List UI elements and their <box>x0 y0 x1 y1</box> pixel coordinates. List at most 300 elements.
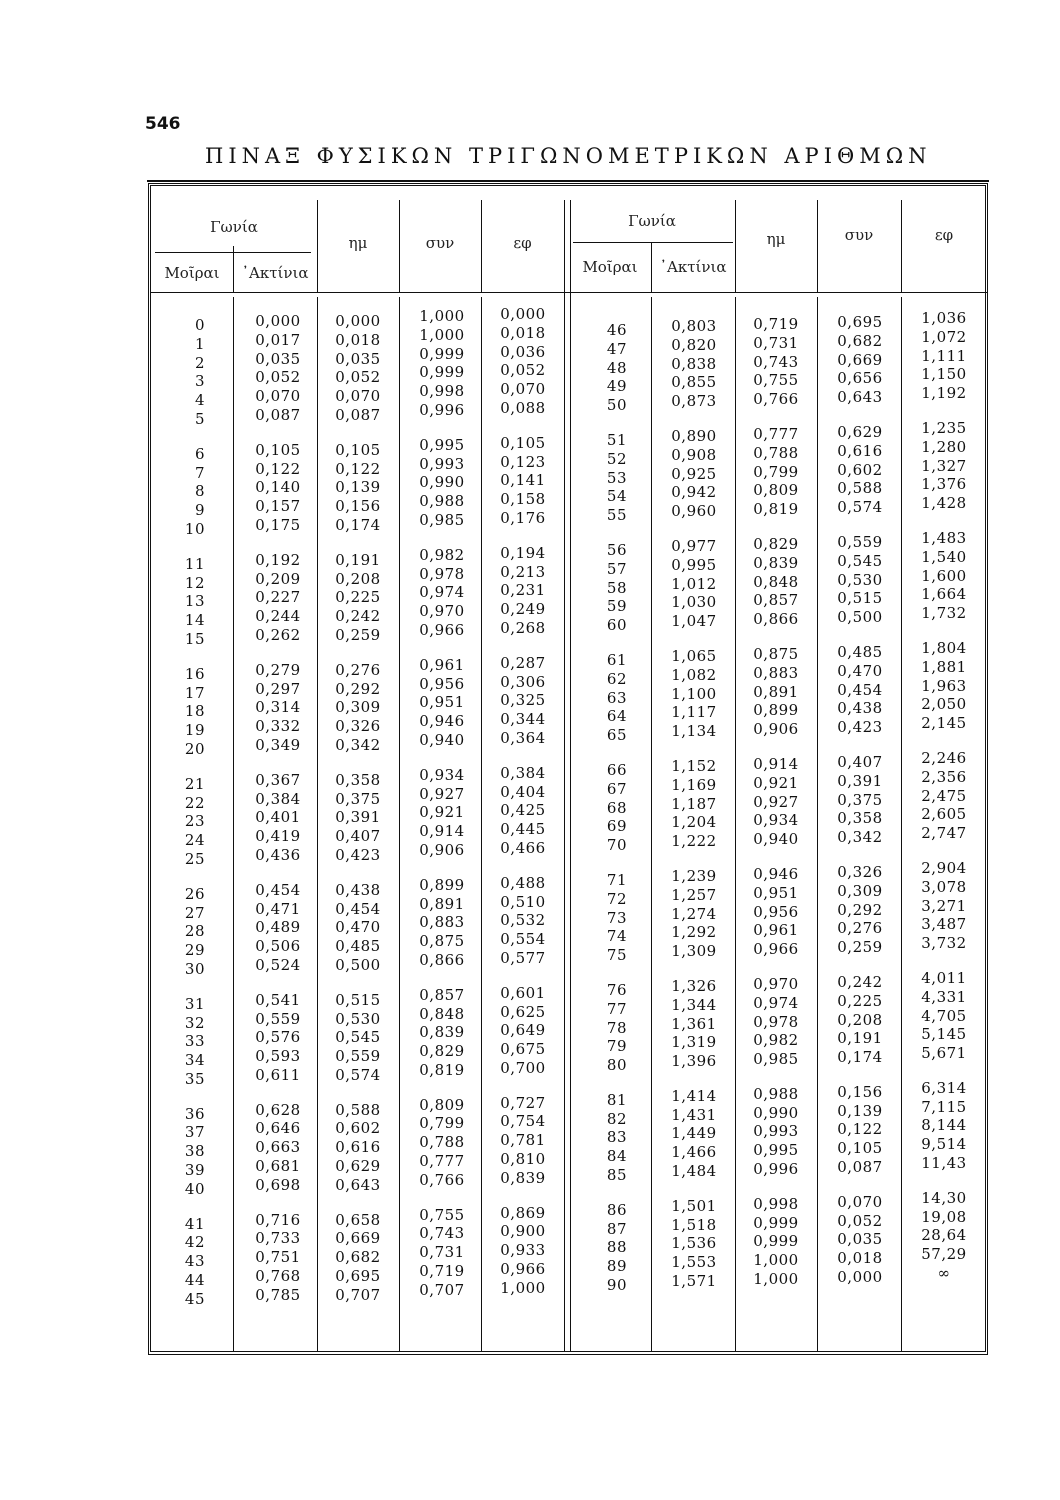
row-group <box>819 533 901 627</box>
table-cell: 1,047 <box>671 612 717 631</box>
table-cell: 0,259 <box>837 938 883 957</box>
table-cell: 1,192 <box>921 384 967 403</box>
table-cell: 0 <box>194 316 205 334</box>
table-cell: 59 <box>606 597 627 616</box>
table-cell: 0,809 <box>753 481 799 500</box>
table-cell: 0,998 <box>419 382 465 401</box>
table-cell: 48 <box>606 358 627 377</box>
row-group <box>903 1189 985 1283</box>
row-group <box>735 535 817 629</box>
table-cell: 0,326 <box>335 717 381 736</box>
row-group <box>317 771 399 865</box>
table-cell: 0,966 <box>419 620 465 639</box>
table-cell: 1,000 <box>753 1270 799 1289</box>
table-cell: 0,819 <box>753 500 799 519</box>
table-cell: 9 <box>194 501 205 520</box>
table-cell: 2 <box>194 353 205 372</box>
row-group <box>653 1197 735 1291</box>
table-cell: 0,669 <box>335 1229 381 1248</box>
table-cell: 0,970 <box>753 974 799 993</box>
table-cell: 81 <box>606 1090 627 1109</box>
table-cell: 1 <box>194 334 205 353</box>
table-body-right <box>569 297 987 1351</box>
row-group <box>401 546 483 640</box>
table-cell: 54 <box>606 487 627 506</box>
table-cell: 0,123 <box>500 452 546 471</box>
table-cell: 0,438 <box>335 880 381 899</box>
header-cos: συν <box>844 226 874 244</box>
table-cell: 72 <box>606 889 627 908</box>
table-cell: 32 <box>184 1013 205 1032</box>
table-cell: 0,489 <box>255 918 301 937</box>
table-cell: 6 <box>194 444 205 463</box>
table-cell: 19,08 <box>921 1207 967 1226</box>
table-cell: 0,755 <box>753 371 799 390</box>
table-cell: 42 <box>184 1233 205 1252</box>
table-cell: 0,996 <box>419 400 465 419</box>
table-cell: 14,30 <box>921 1188 967 1207</box>
table-cell: 0,990 <box>753 1103 799 1122</box>
table-cell: 0,530 <box>837 570 883 589</box>
table-cell: 0,857 <box>753 591 799 610</box>
table-cell: 0,588 <box>837 479 883 498</box>
page-number: 546 <box>145 114 181 134</box>
row-group <box>481 544 565 638</box>
table-cell: 64 <box>606 707 627 726</box>
table-cell: 12 <box>184 573 205 592</box>
table-cell: 1,111 <box>921 346 967 365</box>
table-cell: 0,176 <box>500 508 546 527</box>
row-group <box>317 551 399 645</box>
table-cell: 0,616 <box>335 1138 381 1157</box>
table-cell: 30 <box>184 959 205 978</box>
table-cell: 0,156 <box>837 1082 883 1101</box>
table-cell: 0,194 <box>500 543 546 562</box>
table-cell: 0,698 <box>255 1175 301 1194</box>
table-cell: 89 <box>606 1257 627 1276</box>
table-cell: 0,438 <box>837 699 883 718</box>
table-cell: 0,658 <box>335 1210 381 1229</box>
table-cell: 0,777 <box>419 1152 465 1171</box>
table-cell: 0,364 <box>500 728 546 747</box>
table-cell: 1,483 <box>921 528 967 547</box>
table-cell: 1,082 <box>671 665 717 684</box>
table-cell: 62 <box>606 669 627 688</box>
table-cell: 1,235 <box>921 418 967 437</box>
table-cell: 1,431 <box>671 1105 717 1124</box>
table-cell: 0,367 <box>255 770 301 789</box>
table-cell: 1,187 <box>671 794 717 813</box>
table-cell: 1,466 <box>671 1143 717 1162</box>
table-cell: 0,000 <box>255 312 301 330</box>
table-cell: 0,500 <box>335 955 381 974</box>
table-cell: 70 <box>606 836 627 855</box>
row-group <box>819 863 901 957</box>
table-cell: 0,978 <box>753 1012 799 1031</box>
table-cell: 0,719 <box>753 315 799 333</box>
table-cell: 41 <box>184 1214 205 1233</box>
table-body-left <box>151 297 569 1351</box>
row-group <box>317 991 399 1085</box>
table-cell: 7,115 <box>921 1097 967 1116</box>
table-cell: 3 <box>194 372 205 391</box>
table-cell: 28 <box>184 922 205 941</box>
table-cell: 9,514 <box>921 1135 967 1154</box>
table-cell: 20 <box>184 739 205 758</box>
table-cell: 0,940 <box>753 830 799 849</box>
table-cell: 0,530 <box>335 1009 381 1028</box>
table-cell: 0,087 <box>255 405 301 424</box>
table-cell: 0,755 <box>419 1205 465 1224</box>
table-cell: 47 <box>606 339 627 358</box>
row-group <box>819 753 901 847</box>
table-cell: 11,43 <box>921 1154 967 1173</box>
table-cell: 0,156 <box>335 497 381 516</box>
row-group <box>151 555 205 649</box>
table-cell: 31 <box>184 994 205 1013</box>
table-cell: 0,799 <box>419 1114 465 1133</box>
table-cell: 38 <box>184 1142 205 1161</box>
row-group <box>481 434 565 528</box>
table-cell: 0,436 <box>255 845 301 864</box>
table-cell: ∞ <box>937 1264 951 1283</box>
table-cell: 0,036 <box>500 342 546 361</box>
table-cell: 0,643 <box>335 1175 381 1194</box>
row-group <box>903 969 985 1063</box>
table-cell: 0,470 <box>837 661 883 680</box>
table-cell: 0,663 <box>255 1138 301 1157</box>
table-cell: 0,105 <box>255 440 301 459</box>
table-cell: 0,122 <box>837 1120 883 1139</box>
table-cell: 87 <box>606 1219 627 1238</box>
table-cell: 0,000 <box>837 1268 883 1287</box>
header-radians: ᾽Ακτίνια <box>241 264 309 282</box>
header-tan: εφ <box>934 226 954 244</box>
table-cell: 71 <box>606 870 627 889</box>
table-cell: 0,314 <box>255 698 301 717</box>
table-cell: 1,274 <box>671 904 717 923</box>
row-group <box>151 665 205 759</box>
table-cell: 0,485 <box>837 642 883 661</box>
table-cell: 1,319 <box>671 1033 717 1052</box>
table-right-half <box>569 200 987 1351</box>
row-group <box>481 654 565 748</box>
table-cell: 0,018 <box>837 1249 883 1268</box>
table-cell: 0,899 <box>753 701 799 720</box>
table-cell: 58 <box>606 578 627 597</box>
header-degrees: Μοῖραι <box>582 258 638 276</box>
table-cell: 0,342 <box>837 828 883 847</box>
table-cell: 86 <box>606 1200 627 1219</box>
table-cell: 0,925 <box>671 464 717 483</box>
table-cell: 0,766 <box>419 1170 465 1189</box>
table-cell: 4,705 <box>921 1006 967 1025</box>
table-cell: 0,751 <box>255 1248 301 1267</box>
table-cell: 0,839 <box>419 1023 465 1042</box>
table-cell: 2,246 <box>921 748 967 767</box>
table-cell: 0,105 <box>837 1139 883 1158</box>
table-cell: 0,384 <box>500 763 546 782</box>
table-cell: 0,700 <box>500 1058 546 1077</box>
row-group <box>481 874 565 968</box>
table-cell: 1,449 <box>671 1124 717 1143</box>
table-cell: 27 <box>184 903 205 922</box>
table-cell: 0,577 <box>500 948 546 967</box>
table-cell: 18 <box>184 702 205 721</box>
table-cell: 0,391 <box>335 808 381 827</box>
table-cell: 69 <box>606 817 627 836</box>
table-cell: 0,000 <box>335 312 381 330</box>
table-cell: 0,961 <box>753 921 799 940</box>
table-cell: 6,314 <box>921 1078 967 1097</box>
table-cell: 1,484 <box>671 1162 717 1181</box>
table-cell: 0,141 <box>500 471 546 490</box>
row-group <box>903 859 985 953</box>
table-cell: 5,145 <box>921 1025 967 1044</box>
table-cell: 0,349 <box>255 735 301 754</box>
table-cell: 0,070 <box>500 380 546 399</box>
row-group <box>569 1091 627 1185</box>
table-cell: 83 <box>606 1128 627 1147</box>
table-cell: 1,222 <box>671 832 717 851</box>
row-group <box>151 445 205 539</box>
row-group <box>903 749 985 843</box>
table-cell: 1,150 <box>921 365 967 384</box>
table-cell: 67 <box>606 779 627 798</box>
table-cell: 0,733 <box>255 1229 301 1248</box>
table-cell: 0,158 <box>500 490 546 509</box>
table-cell: 1,072 <box>921 327 967 346</box>
row-group <box>569 431 627 525</box>
table-cell: 0,375 <box>335 789 381 808</box>
table-cell: 0,921 <box>753 773 799 792</box>
table-cell: 13 <box>184 592 205 611</box>
table-cell: 0,914 <box>419 822 465 841</box>
table-cell: 0,993 <box>753 1122 799 1141</box>
table-cell: 1,553 <box>671 1253 717 1272</box>
table-cell: 1,134 <box>671 722 717 741</box>
row-group <box>569 541 627 635</box>
table-cell: 0,848 <box>419 1004 465 1023</box>
table-cell: 0,908 <box>671 445 717 464</box>
table-cell: 0,242 <box>837 972 883 991</box>
table-cell: 0,978 <box>419 564 465 583</box>
table-cell: 0,995 <box>419 435 465 454</box>
table-cell: 0,999 <box>419 363 465 382</box>
table-cell: 0,602 <box>335 1119 381 1138</box>
table-cell: 0,524 <box>255 955 301 974</box>
row-group <box>317 441 399 535</box>
row-group <box>401 876 483 970</box>
table-cell: 0,883 <box>753 663 799 682</box>
table-cell: 3,271 <box>921 896 967 915</box>
table-cell: 65 <box>606 726 627 745</box>
table-cell: 4 <box>194 391 205 410</box>
table-cell: 0,157 <box>255 497 301 516</box>
table-cell: 66 <box>606 760 627 779</box>
table-cell: 28,64 <box>921 1226 967 1245</box>
row-group <box>237 661 319 755</box>
row-group <box>819 973 901 1067</box>
table-cell: 56 <box>606 540 627 559</box>
table-cell: 0,611 <box>255 1065 301 1084</box>
table-cell: 0,927 <box>753 792 799 811</box>
table-cell: 0,326 <box>837 862 883 881</box>
row-group <box>903 419 985 513</box>
table-cell: 0,227 <box>255 588 301 607</box>
table-cell: 0,175 <box>255 515 301 534</box>
table-header-right <box>569 200 987 293</box>
table-cell: 0,999 <box>753 1232 799 1251</box>
row-group <box>653 867 735 961</box>
row-group <box>569 761 627 855</box>
table-cell: 0,332 <box>255 717 301 736</box>
table-cell: 84 <box>606 1147 627 1166</box>
table-cell: 0,070 <box>255 387 301 406</box>
table-cell: 35 <box>184 1069 205 1088</box>
row-group <box>401 436 483 530</box>
table-cell: 1,000 <box>419 307 465 325</box>
table-cell: 0,225 <box>335 588 381 607</box>
table-cell: 0,244 <box>255 607 301 626</box>
table-cell: 88 <box>606 1238 627 1257</box>
table-cell: 0,934 <box>753 811 799 830</box>
row-group <box>903 309 985 403</box>
table-cell: 0,960 <box>671 502 717 521</box>
table-cell: 1,280 <box>921 437 967 456</box>
table-cell: 0,052 <box>255 368 301 387</box>
table-cell: 1,963 <box>921 676 967 695</box>
table-cell: 0,675 <box>500 1040 546 1059</box>
table-cell: 14 <box>184 611 205 630</box>
table-cell: 0,052 <box>500 361 546 380</box>
table-cell: 0,423 <box>837 718 883 737</box>
table-cell: 0,875 <box>419 932 465 951</box>
table-cell: 0,977 <box>671 536 717 555</box>
row-group <box>903 529 985 623</box>
row-group <box>401 1096 483 1190</box>
table-cell: 0,785 <box>255 1285 301 1304</box>
table-cell: 33 <box>184 1032 205 1051</box>
table-cell: 1,327 <box>921 456 967 475</box>
table-cell: 29 <box>184 941 205 960</box>
header-radians: ᾽Ακτίνια <box>659 258 727 276</box>
table-cell: 1,100 <box>671 684 717 703</box>
row-group <box>237 441 319 535</box>
table-cell: 0,643 <box>837 388 883 407</box>
row-group <box>151 316 205 429</box>
table-cell: 0,122 <box>255 459 301 478</box>
table-cell: 1,152 <box>671 756 717 775</box>
table-cell: 0,875 <box>753 644 799 663</box>
table-cell: 1,030 <box>671 593 717 612</box>
table-cell: 0,454 <box>255 880 301 899</box>
table-cell: 1,571 <box>671 1272 717 1291</box>
header-tan: εφ <box>513 234 532 252</box>
table-cell: 34 <box>184 1051 205 1070</box>
trig-table <box>148 183 988 1355</box>
row-group <box>735 1085 817 1179</box>
table-cell: 3,078 <box>921 877 967 896</box>
row-group <box>151 995 205 1089</box>
table-cell: 5 <box>194 409 205 428</box>
row-group <box>401 307 483 420</box>
row-group <box>903 1079 985 1173</box>
table-cell: 0,209 <box>255 569 301 588</box>
column-cos-left <box>401 307 483 1316</box>
table-cell: 0,707 <box>335 1285 381 1304</box>
table-cell: 0,682 <box>837 331 883 350</box>
table-cell: 1,117 <box>671 703 717 722</box>
table-cell: 0,921 <box>419 803 465 822</box>
table-cell: 78 <box>606 1018 627 1037</box>
table-cell: 44 <box>184 1271 205 1290</box>
table-cell: 1,000 <box>753 1251 799 1270</box>
table-cell: 0,242 <box>335 607 381 626</box>
table-cell: 3,487 <box>921 915 967 934</box>
table-cell: 0,810 <box>500 1150 546 1169</box>
table-cell: 0,681 <box>255 1157 301 1176</box>
table-cell: 0,866 <box>753 610 799 629</box>
table-cell: 1,036 <box>921 309 967 327</box>
table-cell: 4,331 <box>921 987 967 1006</box>
table-cell: 0,070 <box>335 387 381 406</box>
table-cell: 0,990 <box>419 473 465 492</box>
row-group <box>481 1094 565 1188</box>
table-cell: 0,803 <box>671 317 717 335</box>
row-group <box>401 986 483 1080</box>
table-cell: 0,933 <box>500 1241 546 1260</box>
table-cell: 61 <box>606 650 627 669</box>
row-group <box>237 771 319 865</box>
table-cell: 0,970 <box>419 602 465 621</box>
table-cell: 0,946 <box>753 864 799 883</box>
table-cell: 0,105 <box>335 440 381 459</box>
table-cell: 0,956 <box>753 902 799 921</box>
table-cell: 0,545 <box>335 1028 381 1047</box>
table-cell: 0,471 <box>255 899 301 918</box>
table-cell: 0,554 <box>500 930 546 949</box>
table-cell: 0,988 <box>753 1084 799 1103</box>
table-cell: 68 <box>606 798 627 817</box>
table-cell: 40 <box>184 1179 205 1198</box>
table-cell: 0,419 <box>255 827 301 846</box>
table-cell: 0,510 <box>500 892 546 911</box>
table-cell: 36 <box>184 1104 205 1123</box>
table-cell: 2,050 <box>921 695 967 714</box>
table-cell: 0,829 <box>419 1042 465 1061</box>
row-group <box>237 312 319 425</box>
table-cell: 0,966 <box>500 1260 546 1279</box>
table-cell: 0,927 <box>419 784 465 803</box>
row-group <box>735 975 817 1069</box>
table-cell: 0,375 <box>837 790 883 809</box>
table-cell: 0,914 <box>753 754 799 773</box>
table-cell: 0,545 <box>837 551 883 570</box>
row-group <box>237 881 319 975</box>
table-cell: 0,951 <box>419 693 465 712</box>
table-cell: 0,900 <box>500 1222 546 1241</box>
table-cell: 0,985 <box>419 510 465 529</box>
row-group <box>903 639 985 733</box>
row-group <box>735 1195 817 1289</box>
table-cell: 0,052 <box>837 1211 883 1230</box>
row-group <box>819 1083 901 1177</box>
table-cell: 1,428 <box>921 494 967 513</box>
table-cell: 0,974 <box>753 993 799 1012</box>
table-cell: 0,906 <box>419 840 465 859</box>
table-cell: 0,899 <box>419 875 465 894</box>
